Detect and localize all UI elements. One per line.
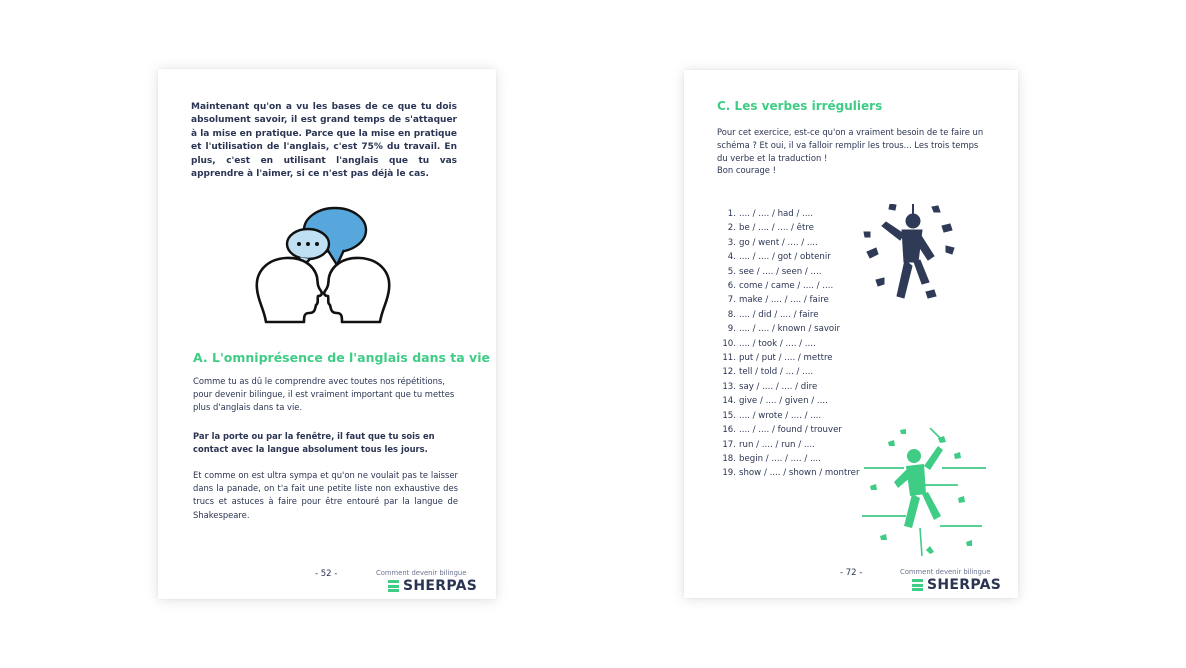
verb-list-item [716,452,859,466]
verb-forms: .... / .... / had / .... [739,209,814,219]
verb-list-item [716,279,859,293]
verb-forms: be / .... / .... / être [739,223,814,234]
sherpas-logo [912,579,1001,591]
footer-subtitle: Comment devenir bilingue [900,568,991,576]
verb-number: 7. [727,295,736,306]
footer-subtitle: Comment devenir bilingue [376,569,467,577]
verb-forms: see / .... / seen / .... [739,266,822,277]
verb-forms: .... / did / .... / faire [739,309,819,320]
verb-forms: say / .... / .... / dire [739,381,818,392]
head-right-icon [324,258,389,322]
verb-number: 4. [727,252,736,263]
verb-number: 17. [722,439,736,450]
verb-list-item [716,207,859,221]
verb-list-item [716,438,859,452]
verb-number: 8. [727,309,736,320]
verb-forms: tell / told / ... / .... [739,367,814,378]
verb-forms: go / went / .... / .... [739,237,818,248]
paragraph-repetitions: Comme tu as dû le comprendre avec toutes nos répétitions, pour devenir bilingue, il est vraiment important que tu mettes plus d'anglais dans ta vie. [193,376,455,413]
verb-number: 19. [722,468,736,479]
exercise-encouragement: Bon courage ! [717,165,776,175]
head-left-icon [257,258,322,322]
climber-green-icon [860,428,988,556]
verb-forms: begin / .... / .... / .... [739,453,821,464]
book-page-left [158,69,496,599]
verb-list-item [716,394,859,408]
verb-number: 1. [727,209,736,219]
verb-forms: .... / .... / got / obtenir [739,252,831,263]
paragraph-daily-contact: Par la porte ou par la fenêtre, il faut que tu sois en contact avec la langue absolument tous les jours. [193,431,435,455]
brand-name: SHERPAS [403,578,478,594]
verb-number: 13. [722,381,736,392]
verb-forms: come / came / .... / .... [739,281,834,292]
verb-list-item [716,337,859,351]
intro-paragraph: Maintenant qu'on a vu les bases de ce que tu dois absolument savoir, il est grand temps de s'attaquer à la mise en pratique. Parce que la mise en pratique et l'utilisation de l'anglais, c'est 75% du travail. En plus, c'est en utilisant l'anglais que tu vas apprendre à l'aimer, si ce n'est pas déjà le cas. [191,102,457,180]
verb-number: 9. [727,324,736,335]
verb-number: 2. [727,223,736,234]
irregular-verbs-list [716,207,859,481]
brand-name: SHERPAS [927,577,1002,593]
verb-number: 6. [727,281,736,292]
sherpas-logo-mark-icon [388,580,399,592]
verb-list-item [716,236,859,250]
verb-number: 16. [722,425,736,436]
verb-list-item [716,365,859,379]
verb-forms: .... / .... / found / trouver [739,425,842,436]
verb-list-item [716,409,859,423]
verb-forms: give / .... / given / .... [739,396,828,407]
verb-list-item [716,423,859,437]
verb-number: 12. [722,367,736,378]
sherpas-logo [388,580,477,592]
verb-list-item [716,221,859,235]
verb-forms: put / put / .... / mettre [739,353,833,364]
verb-list-item [716,466,859,480]
paragraph-tips-list: Et comme on est ultra sympa et qu'on ne voulait pas te laisser dans la panade, on t'a fait une petite liste non exhaustive des trucs et astuces à faire pour être entouré par la langue de Shakespeare. [193,470,458,520]
verb-forms: show / .... / shown / montrer [739,468,860,479]
verb-forms: .... / .... / known / savoir [739,324,841,335]
verb-list-item [716,250,859,264]
conversation-heads-icon [254,205,392,325]
sherpas-logo-mark-icon [912,579,923,591]
verb-number: 5. [727,266,736,277]
section-title: C. Les verbes irréguliers [717,99,883,113]
verb-list-item [716,265,859,279]
verb-forms: .... / took / .... / .... [739,338,816,349]
verb-list-item [716,293,859,307]
verb-list-item [716,380,859,394]
section-title: A. L'omniprésence de l'anglais dans ta vie [193,350,490,365]
verb-list-item [716,308,859,322]
verb-number: 10. [722,338,736,349]
verb-forms: make / .... / .... / faire [739,295,829,306]
verb-forms: .... / wrote / .... / .... [739,410,822,421]
book-page-right [684,70,1018,598]
page-number: - 72 - [840,568,863,578]
climber-navy-icon [862,204,958,314]
exercise-intro: Pour cet exercice, est-ce qu'on a vraiment besoin de te faire un schéma ? Et oui, il va falloir remplir les trous... Les trois temps du verbe et la traduction ! [717,127,984,164]
verb-list-item [716,322,859,336]
verb-number: 14. [722,396,736,407]
verb-number: 3. [727,237,736,248]
verb-forms: run / .... / run / .... [739,439,815,450]
page-number: - 52 - [315,569,338,579]
verb-number: 11. [722,353,736,364]
verb-number: 18. [722,453,736,464]
verb-list-item [716,351,859,365]
verb-number: 15. [722,410,736,421]
